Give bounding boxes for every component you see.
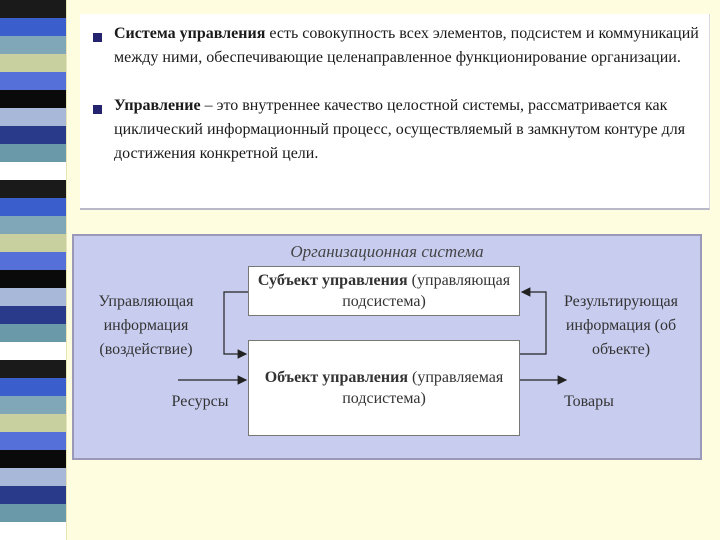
flow-arrows	[74, 236, 702, 460]
stripe-block	[0, 126, 66, 144]
stripe-block	[0, 270, 66, 288]
resources-label: Ресурсы	[171, 393, 229, 410]
stripe-block	[0, 198, 66, 216]
stripe-block	[0, 504, 66, 522]
stripe-block	[0, 234, 66, 252]
stripe-block	[0, 378, 66, 396]
decorative-stripe	[0, 0, 66, 540]
stripe-block	[0, 90, 66, 108]
object-title: Объект управления	[264, 369, 408, 386]
stripe-block	[0, 342, 66, 360]
stripe-block	[0, 306, 66, 324]
definitions-textbox	[80, 14, 710, 210]
stripe-block	[0, 288, 66, 306]
diagram-title: Организационная система	[290, 242, 484, 261]
stripe-block	[0, 0, 66, 18]
stripe-block	[0, 396, 66, 414]
stripe-block	[0, 360, 66, 378]
goods-label: Товары	[564, 393, 614, 410]
definition-system	[114, 22, 704, 70]
definition-management	[114, 94, 704, 166]
stripe-block	[0, 180, 66, 198]
term-system: Система управления	[114, 25, 266, 42]
stripe-block	[0, 144, 66, 162]
stripe-block	[0, 108, 66, 126]
subject-title: Субъект управления	[257, 272, 408, 289]
object-subtitle: (управляемая подсистема)	[342, 369, 504, 407]
stripe-block	[0, 36, 66, 54]
stripe-block	[0, 486, 66, 504]
stripe-block	[0, 72, 66, 90]
control-info-arrow	[224, 292, 248, 354]
result-info-arrow	[520, 292, 546, 354]
control-info-label: Управляющая информация (воздействие)	[98, 293, 194, 358]
term-management: Управление	[114, 97, 201, 114]
stripe-block	[0, 252, 66, 270]
stripe-block	[0, 414, 66, 432]
organizational-system-diagram	[72, 234, 702, 460]
stripe-block	[0, 54, 66, 72]
result-info-label: Результирующая информация (об объекте)	[563, 293, 678, 358]
stripe-block	[0, 432, 66, 450]
definition-system-text: есть совокупность всех элементов, подсистем и коммуникаций между ними, обеспечивающие целенаправленное функционирование организации.	[114, 25, 699, 66]
stripe-block	[0, 522, 66, 540]
bullet-square-icon	[93, 33, 102, 42]
definition-management-text: – это внутреннее качество целостной системы, рассматривается как циклический информационный процесс, осуществляемый в замкнутом контуре для достижения конкретной цели.	[114, 97, 686, 162]
subject-subtitle: (управляющая подсистема)	[342, 272, 511, 310]
stripe-block	[0, 450, 66, 468]
stripe-block	[0, 216, 66, 234]
stripe-block	[0, 324, 66, 342]
stripe-block	[0, 468, 66, 486]
bullet-square-icon	[93, 105, 102, 114]
stripe-block	[0, 18, 66, 36]
stripe-block	[0, 162, 66, 180]
